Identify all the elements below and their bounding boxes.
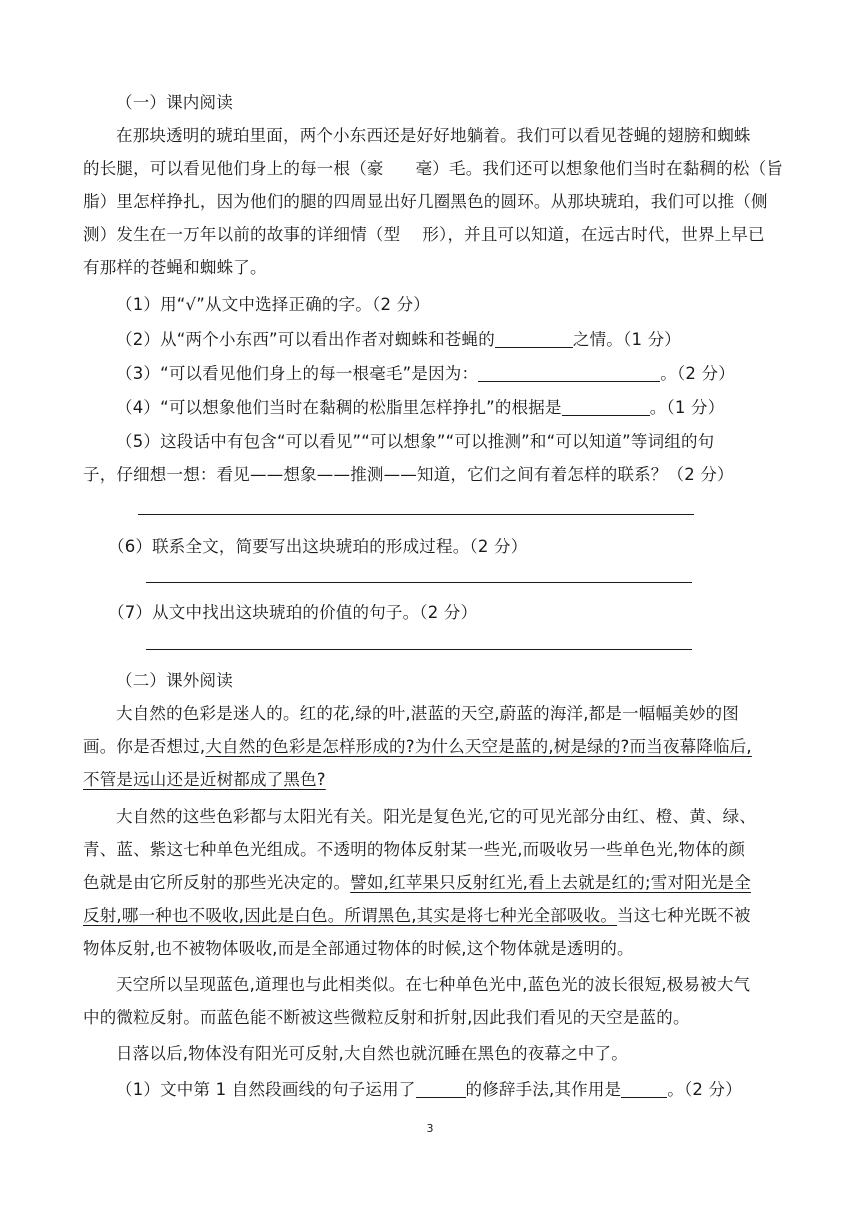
passage-line: 有那样的苍蝇和蜘蛛了。 xyxy=(83,258,267,277)
page-number: 3 xyxy=(426,1122,434,1135)
underlined-sentence: 反射,哪一种也不吸收,因此是白色。 xyxy=(83,906,345,925)
passage-line: 日落以后,物体没有阳光可反射,大自然也就沉睡在黑色的夜幕之中了。 xyxy=(116,1044,628,1063)
underlined-sentence: 大自然的色彩是怎样形成的?为什么天空是蓝的,树是绿的?而当夜幕降临后, xyxy=(205,737,752,756)
question-1: （1）用“√”从文中选择正确的字。（2 分） xyxy=(116,295,431,314)
answer-line-6[interactable] xyxy=(146,582,692,583)
section2-question-1: （1）文中第 1 自然段画线的句子运用了 的修辞手法,其作用是 。（2 分） xyxy=(116,1080,742,1099)
section2-heading: （二）课外阅读 xyxy=(116,671,233,690)
passage-line: 脂）里怎样挣扎，因为他们的腿的四周显出好几圈黑色的圆环。从那块琥珀，我们可以推（侧 xyxy=(83,192,768,211)
underlined-sentence: 譬如,红苹果只反射红光,看上去就是红的;雪对阳光是全 xyxy=(350,873,751,892)
question-4: （4）“可以想象他们当时在黏稠的松脂里怎样挣扎”的根据是 。（1 分） xyxy=(116,398,725,417)
passage-line: 青、蓝、紫这七种单色光组成。不透明的物体反射某一些光,而吸收另一些单色光,物体的颜 xyxy=(83,840,746,859)
underlined-sentence: 所谓黑色,其实是将七种光全部吸收。 xyxy=(344,906,618,925)
answer-line-7[interactable] xyxy=(146,649,692,650)
question-7: （7）从文中找出这块琥珀的价值的句子。（2 分） xyxy=(108,603,478,622)
passage-line: 物体反射,也不被物体吸收,而是全部通过物体的时候,这个物体就是透明的。 xyxy=(83,939,634,958)
passage-line xyxy=(83,765,783,795)
passage-line: 在那块透明的琥珀里面，两个小东西还是好好地躺着。我们可以看见苍蝇的翅膀和蜘蛛 xyxy=(116,126,751,145)
answer-blank[interactable] xyxy=(562,397,650,416)
answer-blank[interactable] xyxy=(478,363,660,382)
passage-line: 色就是由它所反射的那些光决定的。譬如,红苹果只反射红光,看上去就是红的;雪对阳光是全 xyxy=(83,873,751,892)
passage-line: 中的微粒反射。而蓝色能不断被这些微粒反射和折射,因此我们看见的天空是蓝的。 xyxy=(83,1008,690,1027)
passage-line: 大自然的这些色彩都与太阳光有关。阳光是复色光,它的可见光部分由红、橙、黄、绿、 xyxy=(116,807,757,826)
question-2: （2）从“两个小东西”可以看出作者对蜘蛛和苍蝇的 之情。（1 分） xyxy=(116,330,681,349)
answer-blank[interactable] xyxy=(495,329,573,348)
underlined-sentence: 不管是远山还是近树都成了黑色? xyxy=(83,770,326,789)
passage-line: 的长腿，可以看见他们身上的每一根（豪 毫）毛。我们还可以想象他们当时在黏稠的松（旨 xyxy=(83,159,784,178)
answer-line-5[interactable] xyxy=(138,514,694,515)
passage-line: 天空所以呈现蓝色,道理也与此相类似。在七种单色光中,蓝色光的波长很短,极易被大气 xyxy=(116,975,751,994)
question-3: （3）“可以看见他们身上的每一根毫毛”是因为： 。（2 分） xyxy=(116,364,735,383)
question-5-cont: 子，仔细想一想：看见——想象——推测——知道，它们之间有着怎样的联系？（2 分） xyxy=(83,465,734,484)
answer-blank[interactable] xyxy=(621,1079,667,1098)
answer-blank[interactable] xyxy=(416,1079,466,1098)
passage-line: 测）发生在一万年以前的故事的详细情（型 形），并且可以知道，在远古时代，世界上早已 xyxy=(83,225,765,244)
passage-line: 画。你是否想过,大自然的色彩是怎样形成的?为什么天空是蓝的,树是绿的?而当夜幕降临后, xyxy=(83,737,752,756)
passage-line: 大自然的色彩是迷人的。红的花,绿的叶,湛蓝的天空,蔚蓝的海洋,都是一幅幅美妙的图 xyxy=(116,704,739,723)
question-6: （6）联系全文，简要写出这块琥珀的形成过程。（2 分） xyxy=(108,537,528,556)
question-5: （5）这段话中有包含“可以看见”“可以想象”“可以推测”和“可以知道”等词组的句 xyxy=(116,432,715,451)
passage-line: 反射,哪一种也不吸收,因此是白色。所谓黑色,其实是将七种光全部吸收。当这七种光既不被 xyxy=(83,906,751,925)
section1-heading: （一）课内阅读 xyxy=(116,93,233,112)
